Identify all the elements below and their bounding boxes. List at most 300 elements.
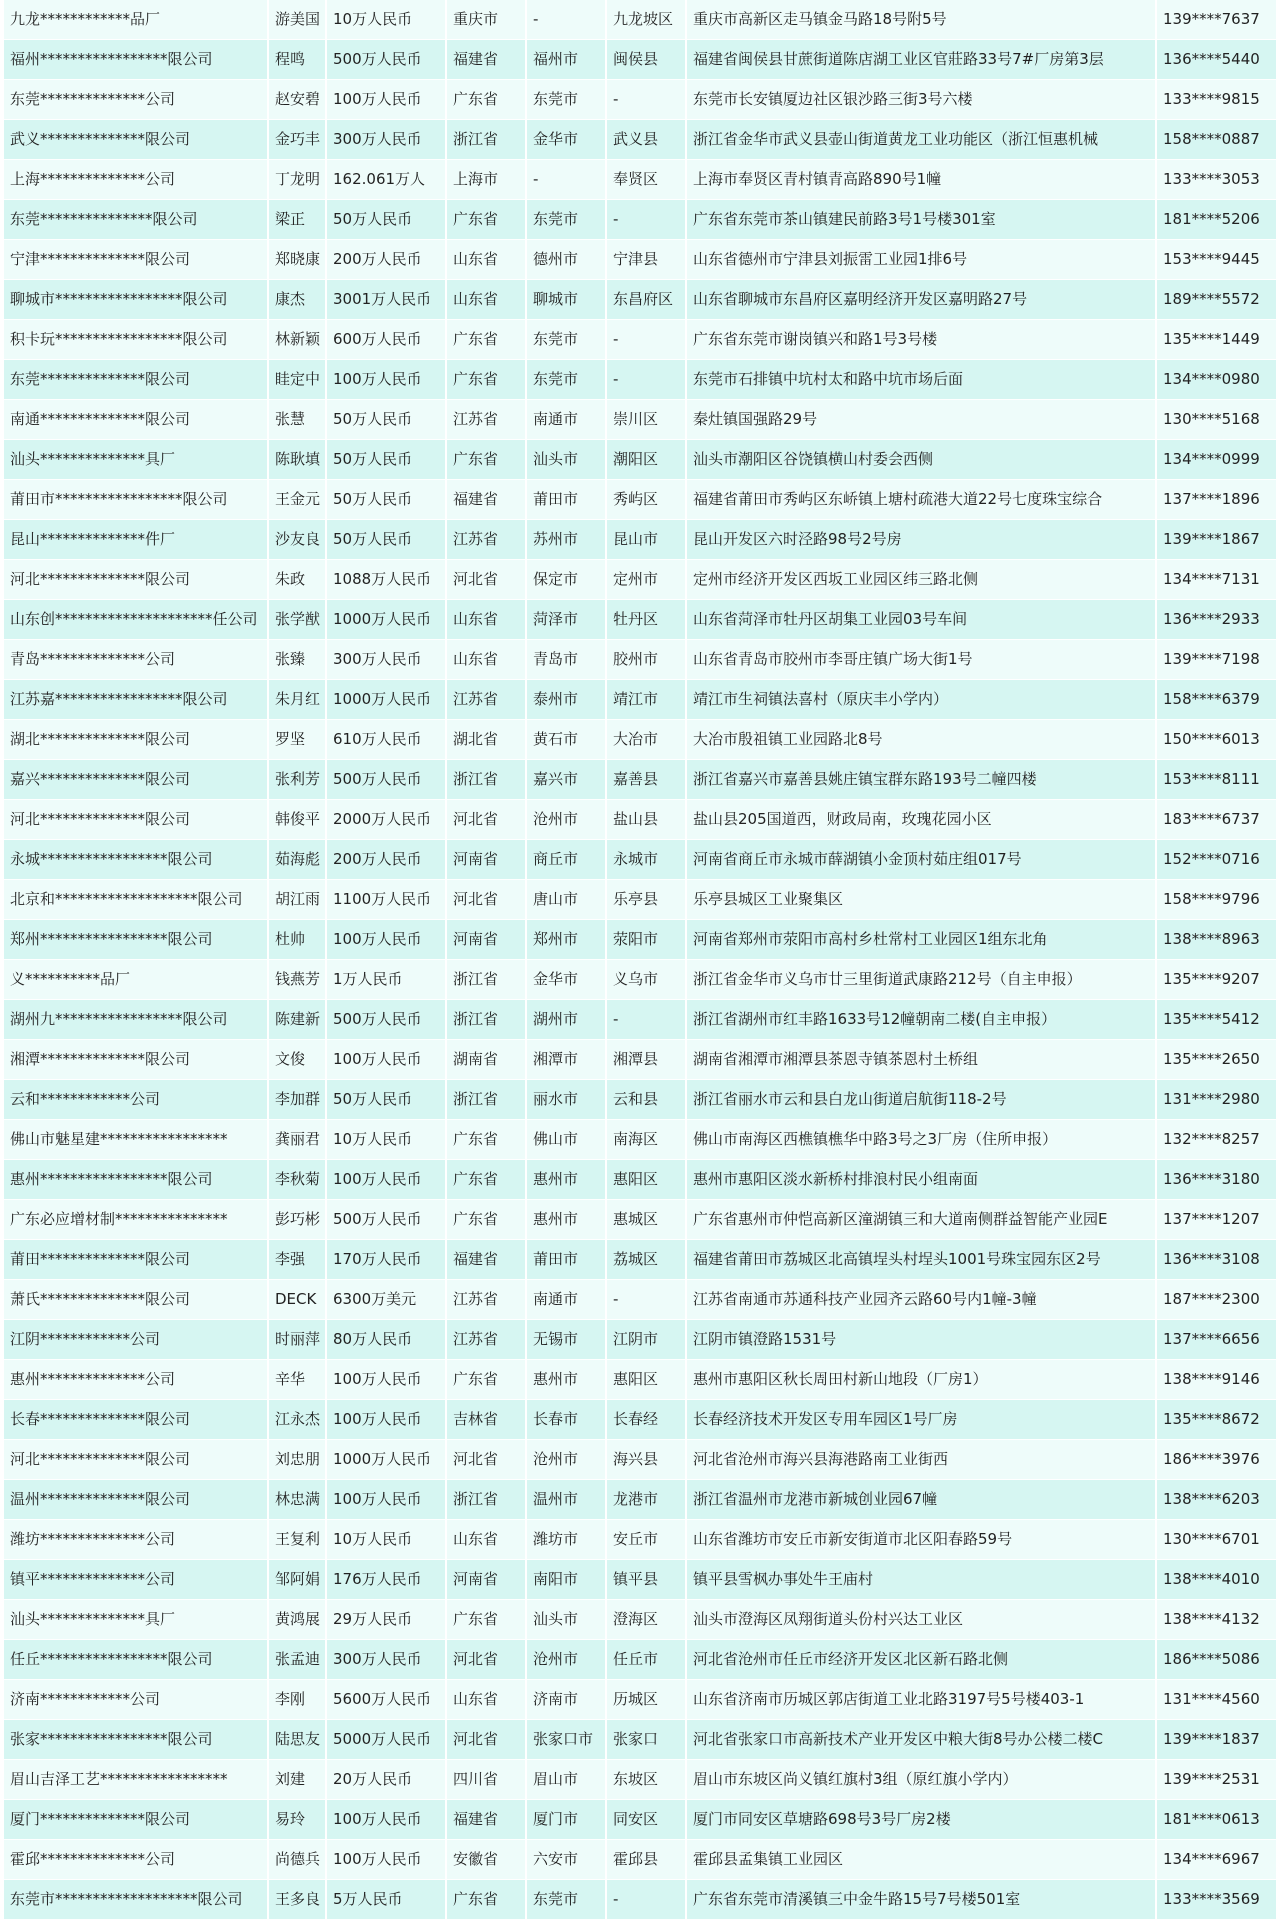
cell-phone: 138****4010 [1156, 1560, 1276, 1600]
table-row [4, 1400, 1276, 1440]
table-row [4, 600, 1276, 640]
cell-district: 安丘市 [606, 1520, 686, 1560]
cell-capital: 50万人民币 [326, 400, 446, 440]
cell-address: 东莞市石排镇中坑村太和路中坑市场后面 [686, 360, 1156, 400]
cell-address: 汕头市潮阳区谷饶镇横山村委会西侧 [686, 440, 1156, 480]
cell-address: 福建省闽侯县甘蔗街道陈店湖工业区官莊路33号7#厂房第3层 [686, 40, 1156, 80]
cell-province: 重庆市 [446, 0, 526, 40]
cell-person: 刘忠朋 [268, 1440, 326, 1480]
cell-phone: 135****1449 [1156, 320, 1276, 360]
cell-province: 广东省 [446, 1200, 526, 1240]
cell-city: 沧州市 [526, 1440, 606, 1480]
cell-province: 湖北省 [446, 720, 526, 760]
cell-person: 林新颖 [268, 320, 326, 360]
cell-city: 张家口市 [526, 1720, 606, 1760]
cell-phone: 158****6379 [1156, 680, 1276, 720]
cell-city: 眉山市 [526, 1760, 606, 1800]
cell-address: 江苏省南通市苏通科技产业园齐云路60号内1幢-3幢 [686, 1280, 1156, 1320]
cell-province: 山东省 [446, 280, 526, 320]
cell-person: 康杰 [268, 280, 326, 320]
cell-phone: 133****3569 [1156, 1880, 1276, 1920]
table-row [4, 1360, 1276, 1400]
cell-phone: 153****9445 [1156, 240, 1276, 280]
cell-address: 广东省东莞市谢岗镇兴和路1号3号楼 [686, 320, 1156, 360]
table-row [4, 1880, 1276, 1920]
cell-city: 汕头市 [526, 1600, 606, 1640]
cell-province: 广东省 [446, 80, 526, 120]
cell-address: 靖江市生祠镇法喜村（原庆丰小学内） [686, 680, 1156, 720]
table-row [4, 1760, 1276, 1800]
cell-phone: 134****7131 [1156, 560, 1276, 600]
cell-person: 胡江雨 [268, 880, 326, 920]
cell-district: 牡丹区 [606, 600, 686, 640]
cell-district: 龙港市 [606, 1480, 686, 1520]
cell-company: 东莞***************限公司 [4, 200, 268, 240]
cell-city: 惠州市 [526, 1360, 606, 1400]
cell-district: 闽侯县 [606, 40, 686, 80]
cell-capital: 162.061万人 [326, 160, 446, 200]
cell-phone: 135****5412 [1156, 1000, 1276, 1040]
table-row [4, 40, 1276, 80]
cell-capital: 80万人民币 [326, 1320, 446, 1360]
cell-company: 江苏嘉*****************限公司 [4, 680, 268, 720]
cell-province: 江苏省 [446, 1320, 526, 1360]
cell-phone: 137****1896 [1156, 480, 1276, 520]
cell-city: 东莞市 [526, 360, 606, 400]
cell-capital: 100万人民币 [326, 1040, 446, 1080]
table-row [4, 560, 1276, 600]
cell-capital: 1万人民币 [326, 960, 446, 1000]
cell-district: 惠阳区 [606, 1360, 686, 1400]
cell-district: - [606, 1880, 686, 1920]
cell-person: 黄鸿展 [268, 1600, 326, 1640]
cell-capital: 170万人民币 [326, 1240, 446, 1280]
cell-phone: 153****8111 [1156, 760, 1276, 800]
cell-capital: 100万人民币 [326, 1800, 446, 1840]
table-row [4, 1080, 1276, 1120]
cell-company: 九龙************品厂 [4, 0, 268, 40]
cell-company: 东莞市*******************限公司 [4, 1880, 268, 1920]
cell-address: 镇平县雪枫办事处牛王庙村 [686, 1560, 1156, 1600]
cell-province: 广东省 [446, 1600, 526, 1640]
cell-company: 福州*****************限公司 [4, 40, 268, 80]
cell-address: 眉山市东坡区尚义镇红旗村3组（原红旗小学内） [686, 1760, 1156, 1800]
cell-capital: 29万人民币 [326, 1600, 446, 1640]
cell-city: 佛山市 [526, 1120, 606, 1160]
cell-district: 荥阳市 [606, 920, 686, 960]
cell-address: 福建省莆田市荔城区北高镇埕头村埕头1001号珠宝园东区2号 [686, 1240, 1156, 1280]
cell-city: 青岛市 [526, 640, 606, 680]
cell-phone: 138****4132 [1156, 1600, 1276, 1640]
cell-district: 义乌市 [606, 960, 686, 1000]
cell-capital: 100万人民币 [326, 1480, 446, 1520]
cell-province: 江苏省 [446, 1280, 526, 1320]
cell-company: 东莞**************限公司 [4, 360, 268, 400]
cell-province: 河北省 [446, 880, 526, 920]
cell-capital: 1000万人民币 [326, 600, 446, 640]
cell-phone: 139****7637 [1156, 0, 1276, 40]
cell-phone: 130****6701 [1156, 1520, 1276, 1560]
cell-capital: 1000万人民币 [326, 680, 446, 720]
cell-address: 河北省沧州市海兴县海港路南工业街西 [686, 1440, 1156, 1480]
cell-city: 汕头市 [526, 440, 606, 480]
cell-capital: 1000万人民币 [326, 1440, 446, 1480]
cell-person: 张学猷 [268, 600, 326, 640]
cell-province: 福建省 [446, 1240, 526, 1280]
cell-phone: 186****3976 [1156, 1440, 1276, 1480]
cell-address: 秦灶镇国强路29号 [686, 400, 1156, 440]
cell-person: 时丽萍 [268, 1320, 326, 1360]
cell-person: 陈耿填 [268, 440, 326, 480]
cell-capital: 50万人民币 [326, 440, 446, 480]
cell-city: 东莞市 [526, 80, 606, 120]
cell-district: 江阴市 [606, 1320, 686, 1360]
cell-address: 福建省莆田市秀屿区东峤镇上塘村疏港大道22号七度珠宝综合 [686, 480, 1156, 520]
cell-phone: 189****5572 [1156, 280, 1276, 320]
cell-capital: 500万人民币 [326, 40, 446, 80]
cell-capital: 1088万人民币 [326, 560, 446, 600]
cell-capital: 5万人民币 [326, 1880, 446, 1920]
cell-company: 温州**************限公司 [4, 1480, 268, 1520]
table-row [4, 1000, 1276, 1040]
cell-province: 山东省 [446, 600, 526, 640]
cell-capital: 10万人民币 [326, 1120, 446, 1160]
cell-city: 唐山市 [526, 880, 606, 920]
cell-phone: 136****5440 [1156, 40, 1276, 80]
cell-city: 南阳市 [526, 1560, 606, 1600]
cell-phone: 139****1837 [1156, 1720, 1276, 1760]
table-row [4, 400, 1276, 440]
cell-company: 莆田**************限公司 [4, 1240, 268, 1280]
cell-phone: 132****8257 [1156, 1120, 1276, 1160]
cell-company: 东莞**************公司 [4, 80, 268, 120]
cell-district: - [606, 200, 686, 240]
cell-company: 河北**************限公司 [4, 1440, 268, 1480]
cell-company: 聊城市*****************限公司 [4, 280, 268, 320]
table-row [4, 1720, 1276, 1760]
cell-address: 霍邱县孟集镇工业园区 [686, 1840, 1156, 1880]
cell-phone: 186****5086 [1156, 1640, 1276, 1680]
cell-person: 丁龙明 [268, 160, 326, 200]
table-row [4, 480, 1276, 520]
cell-province: 浙江省 [446, 760, 526, 800]
cell-person: 郑晓康 [268, 240, 326, 280]
cell-company: 上海**************公司 [4, 160, 268, 200]
cell-address: 江阴市镇澄路1531号 [686, 1320, 1156, 1360]
cell-district: - [606, 360, 686, 400]
cell-city: 金华市 [526, 120, 606, 160]
cell-city: 东莞市 [526, 200, 606, 240]
cell-company: 眉山吉泽工艺***************** [4, 1760, 268, 1800]
cell-phone: 139****7198 [1156, 640, 1276, 680]
cell-city: 德州市 [526, 240, 606, 280]
cell-city: 苏州市 [526, 520, 606, 560]
cell-city: 湖州市 [526, 1000, 606, 1040]
cell-address: 山东省菏泽市牡丹区胡集工业园03号车间 [686, 600, 1156, 640]
cell-city: 温州市 [526, 1480, 606, 1520]
cell-district: 定州市 [606, 560, 686, 600]
table-row [4, 720, 1276, 760]
cell-district: 澄海区 [606, 1600, 686, 1640]
cell-capital: 50万人民币 [326, 480, 446, 520]
cell-address: 山东省青岛市胶州市李哥庄镇广场大街1号 [686, 640, 1156, 680]
cell-province: 河南省 [446, 840, 526, 880]
cell-person: 王金元 [268, 480, 326, 520]
cell-district: 镇平县 [606, 1560, 686, 1600]
cell-company: 郑州*****************限公司 [4, 920, 268, 960]
cell-company: 湖北**************限公司 [4, 720, 268, 760]
table-row [4, 1240, 1276, 1280]
cell-person: 韩俊平 [268, 800, 326, 840]
cell-person: 王多良 [268, 1880, 326, 1920]
cell-city: - [526, 160, 606, 200]
cell-address: 广东省惠州市仲恺高新区潼湖镇三和大道南侧群益智能产业园E [686, 1200, 1156, 1240]
cell-province: 福建省 [446, 1800, 526, 1840]
cell-province: 河北省 [446, 1640, 526, 1680]
cell-person: 彭巧彬 [268, 1200, 326, 1240]
cell-company: 长春**************限公司 [4, 1400, 268, 1440]
cell-company: 嘉兴**************限公司 [4, 760, 268, 800]
cell-phone: 135****9207 [1156, 960, 1276, 1000]
cell-city: 菏泽市 [526, 600, 606, 640]
cell-city: - [526, 0, 606, 40]
cell-city: 莆田市 [526, 1240, 606, 1280]
cell-capital: 200万人民币 [326, 840, 446, 880]
cell-person: 程鸣 [268, 40, 326, 80]
table-row [4, 920, 1276, 960]
table-row [4, 360, 1276, 400]
cell-company: 河北**************限公司 [4, 560, 268, 600]
cell-address: 昆山开发区六时泾路98号2号房 [686, 520, 1156, 560]
cell-phone: 133****3053 [1156, 160, 1276, 200]
cell-capital: 3001万人民币 [326, 280, 446, 320]
cell-capital: 100万人民币 [326, 920, 446, 960]
cell-address: 河北省沧州市任丘市经济开发区北区新石路北侧 [686, 1640, 1156, 1680]
cell-address: 惠州市惠阳区淡水新桥村排浪村民小组南面 [686, 1160, 1156, 1200]
cell-district: 乐亭县 [606, 880, 686, 920]
cell-phone: 183****6737 [1156, 800, 1276, 840]
cell-city: 长春市 [526, 1400, 606, 1440]
cell-phone: 138****6203 [1156, 1480, 1276, 1520]
cell-city: 无锡市 [526, 1320, 606, 1360]
cell-capital: 1100万人民币 [326, 880, 446, 920]
cell-capital: 600万人民币 [326, 320, 446, 360]
cell-address: 山东省济南市历城区郭店街道工业北路3197号5号楼403-1 [686, 1680, 1156, 1720]
cell-city: 南通市 [526, 1280, 606, 1320]
cell-phone: 181****5206 [1156, 200, 1276, 240]
cell-company: 惠州*****************限公司 [4, 1160, 268, 1200]
cell-capital: 50万人民币 [326, 1080, 446, 1120]
cell-person: 游美国 [268, 0, 326, 40]
cell-phone: 137****1207 [1156, 1200, 1276, 1240]
cell-company: 萧氏**************限公司 [4, 1280, 268, 1320]
cell-city: 福州市 [526, 40, 606, 80]
cell-phone: 138****9146 [1156, 1360, 1276, 1400]
cell-person: 杜帅 [268, 920, 326, 960]
cell-province: 浙江省 [446, 120, 526, 160]
cell-company: 宁津**************限公司 [4, 240, 268, 280]
table-row [4, 960, 1276, 1000]
cell-province: 广东省 [446, 360, 526, 400]
cell-district: 潮阳区 [606, 440, 686, 480]
cell-person: 赵安碧 [268, 80, 326, 120]
cell-company: 汕头**************具厂 [4, 440, 268, 480]
cell-company: 镇平**************公司 [4, 1560, 268, 1600]
cell-address: 佛山市南海区西樵镇樵华中路3号之3厂房（住所申报） [686, 1120, 1156, 1160]
table-row [4, 80, 1276, 120]
cell-district: - [606, 1280, 686, 1320]
cell-city: 厦门市 [526, 1800, 606, 1840]
cell-phone: 138****8963 [1156, 920, 1276, 960]
cell-province: 河北省 [446, 800, 526, 840]
cell-district: 惠城区 [606, 1200, 686, 1240]
cell-person: 李强 [268, 1240, 326, 1280]
cell-province: 湖南省 [446, 1040, 526, 1080]
cell-city: 沧州市 [526, 1640, 606, 1680]
cell-province: 河北省 [446, 560, 526, 600]
cell-phone: 131****2980 [1156, 1080, 1276, 1120]
cell-company: 霍邱**************公司 [4, 1840, 268, 1880]
cell-province: 广东省 [446, 200, 526, 240]
cell-capital: 200万人民币 [326, 240, 446, 280]
cell-company: 厦门**************限公司 [4, 1800, 268, 1840]
cell-capital: 176万人民币 [326, 1560, 446, 1600]
cell-capital: 300万人民币 [326, 120, 446, 160]
cell-company: 河北**************限公司 [4, 800, 268, 840]
cell-phone: 158****0887 [1156, 120, 1276, 160]
cell-province: 广东省 [446, 1160, 526, 1200]
cell-person: 李加群 [268, 1080, 326, 1120]
cell-city: 东莞市 [526, 1880, 606, 1920]
cell-district: 永城市 [606, 840, 686, 880]
cell-person: DECK [268, 1280, 326, 1320]
cell-province: 广东省 [446, 1880, 526, 1920]
cell-district: 胶州市 [606, 640, 686, 680]
cell-district: - [606, 80, 686, 120]
cell-address: 厦门市同安区草塘路698号3号厂房2楼 [686, 1800, 1156, 1840]
cell-district: 奉贤区 [606, 160, 686, 200]
cell-company: 任丘*****************限公司 [4, 1640, 268, 1680]
cell-phone: 130****5168 [1156, 400, 1276, 440]
cell-address: 盐山县205国道西，财政局南，玫瑰花园小区 [686, 800, 1156, 840]
cell-capital: 2000万人民币 [326, 800, 446, 840]
cell-province: 山东省 [446, 640, 526, 680]
cell-city: 济南市 [526, 1680, 606, 1720]
cell-company: 潍坊**************公司 [4, 1520, 268, 1560]
cell-address: 广东省东莞市清溪镇三中金牛路15号7号楼501室 [686, 1880, 1156, 1920]
table-row [4, 800, 1276, 840]
cell-province: 四川省 [446, 1760, 526, 1800]
cell-province: 山东省 [446, 1520, 526, 1560]
cell-district: 霍邱县 [606, 1840, 686, 1880]
cell-company: 昆山**************件厂 [4, 520, 268, 560]
cell-district: - [606, 320, 686, 360]
cell-company: 北京和*******************限公司 [4, 880, 268, 920]
cell-address: 广东省东莞市茶山镇建民前路3号1号楼301室 [686, 200, 1156, 240]
cell-district: 南海区 [606, 1120, 686, 1160]
cell-company: 青岛**************公司 [4, 640, 268, 680]
cell-city: 东莞市 [526, 320, 606, 360]
cell-person: 李秋菊 [268, 1160, 326, 1200]
cell-district: 惠阳区 [606, 1160, 686, 1200]
cell-district: 云和县 [606, 1080, 686, 1120]
table-row [4, 680, 1276, 720]
cell-company: 江阴************公司 [4, 1320, 268, 1360]
cell-city: 惠州市 [526, 1160, 606, 1200]
cell-person: 龚丽君 [268, 1120, 326, 1160]
cell-province: 福建省 [446, 480, 526, 520]
cell-person: 李刚 [268, 1680, 326, 1720]
cell-address: 重庆市高新区走马镇金马路18号附5号 [686, 0, 1156, 40]
cell-district: 九龙坡区 [606, 0, 686, 40]
cell-city: 商丘市 [526, 840, 606, 880]
cell-phone: 136****2933 [1156, 600, 1276, 640]
cell-phone: 137****6656 [1156, 1320, 1276, 1360]
cell-address: 山东省潍坊市安丘市新安街道市北区阳春路59号 [686, 1520, 1156, 1560]
cell-province: 广东省 [446, 320, 526, 360]
cell-company: 积卡玩*****************限公司 [4, 320, 268, 360]
cell-phone: 152****0716 [1156, 840, 1276, 880]
cell-capital: 100万人民币 [326, 1360, 446, 1400]
table-row [4, 120, 1276, 160]
cell-district: 大冶市 [606, 720, 686, 760]
cell-person: 尚德兵 [268, 1840, 326, 1880]
table-row [4, 880, 1276, 920]
cell-province: 广东省 [446, 1360, 526, 1400]
cell-company: 湖州九*****************限公司 [4, 1000, 268, 1040]
cell-address: 浙江省湖州市红丰路1633号12幢朝南二楼(自主申报） [686, 1000, 1156, 1040]
cell-city: 金华市 [526, 960, 606, 1000]
cell-capital: 300万人民币 [326, 640, 446, 680]
table-row [4, 640, 1276, 680]
cell-capital: 10万人民币 [326, 1520, 446, 1560]
table-row [4, 520, 1276, 560]
table-row [4, 1200, 1276, 1240]
cell-district: 靖江市 [606, 680, 686, 720]
cell-company: 汕头**************具厂 [4, 1600, 268, 1640]
cell-city: 黄石市 [526, 720, 606, 760]
table-row [4, 1520, 1276, 1560]
cell-address: 河南省郑州市荥阳市高村乡杜常村工业园区1组东北角 [686, 920, 1156, 960]
cell-person: 陆思友 [268, 1720, 326, 1760]
cell-person: 陈建新 [268, 1000, 326, 1040]
cell-phone: 136****3180 [1156, 1160, 1276, 1200]
cell-province: 浙江省 [446, 960, 526, 1000]
cell-district: 张家口 [606, 1720, 686, 1760]
cell-person: 茹海彪 [268, 840, 326, 880]
cell-address: 河北省张家口市高新技术产业开发区中粮大街8号办公楼二楼C [686, 1720, 1156, 1760]
table-row [4, 320, 1276, 360]
cell-city: 湘潭市 [526, 1040, 606, 1080]
table-row [4, 1640, 1276, 1680]
cell-company: 惠州**************公司 [4, 1360, 268, 1400]
cell-capital: 100万人民币 [326, 360, 446, 400]
cell-phone: 136****3108 [1156, 1240, 1276, 1280]
table-row [4, 1440, 1276, 1480]
cell-company: 义**********品厂 [4, 960, 268, 1000]
table-row [4, 1840, 1276, 1880]
cell-province: 江苏省 [446, 400, 526, 440]
cell-city: 潍坊市 [526, 1520, 606, 1560]
table-row [4, 1320, 1276, 1360]
table-row [4, 200, 1276, 240]
cell-phone: 139****1867 [1156, 520, 1276, 560]
cell-city: 保定市 [526, 560, 606, 600]
cell-capital: 500万人民币 [326, 1000, 446, 1040]
cell-capital: 10万人民币 [326, 0, 446, 40]
cell-address: 惠州市惠阳区秋长周田村新山地段（厂房1） [686, 1360, 1156, 1400]
cell-city: 嘉兴市 [526, 760, 606, 800]
